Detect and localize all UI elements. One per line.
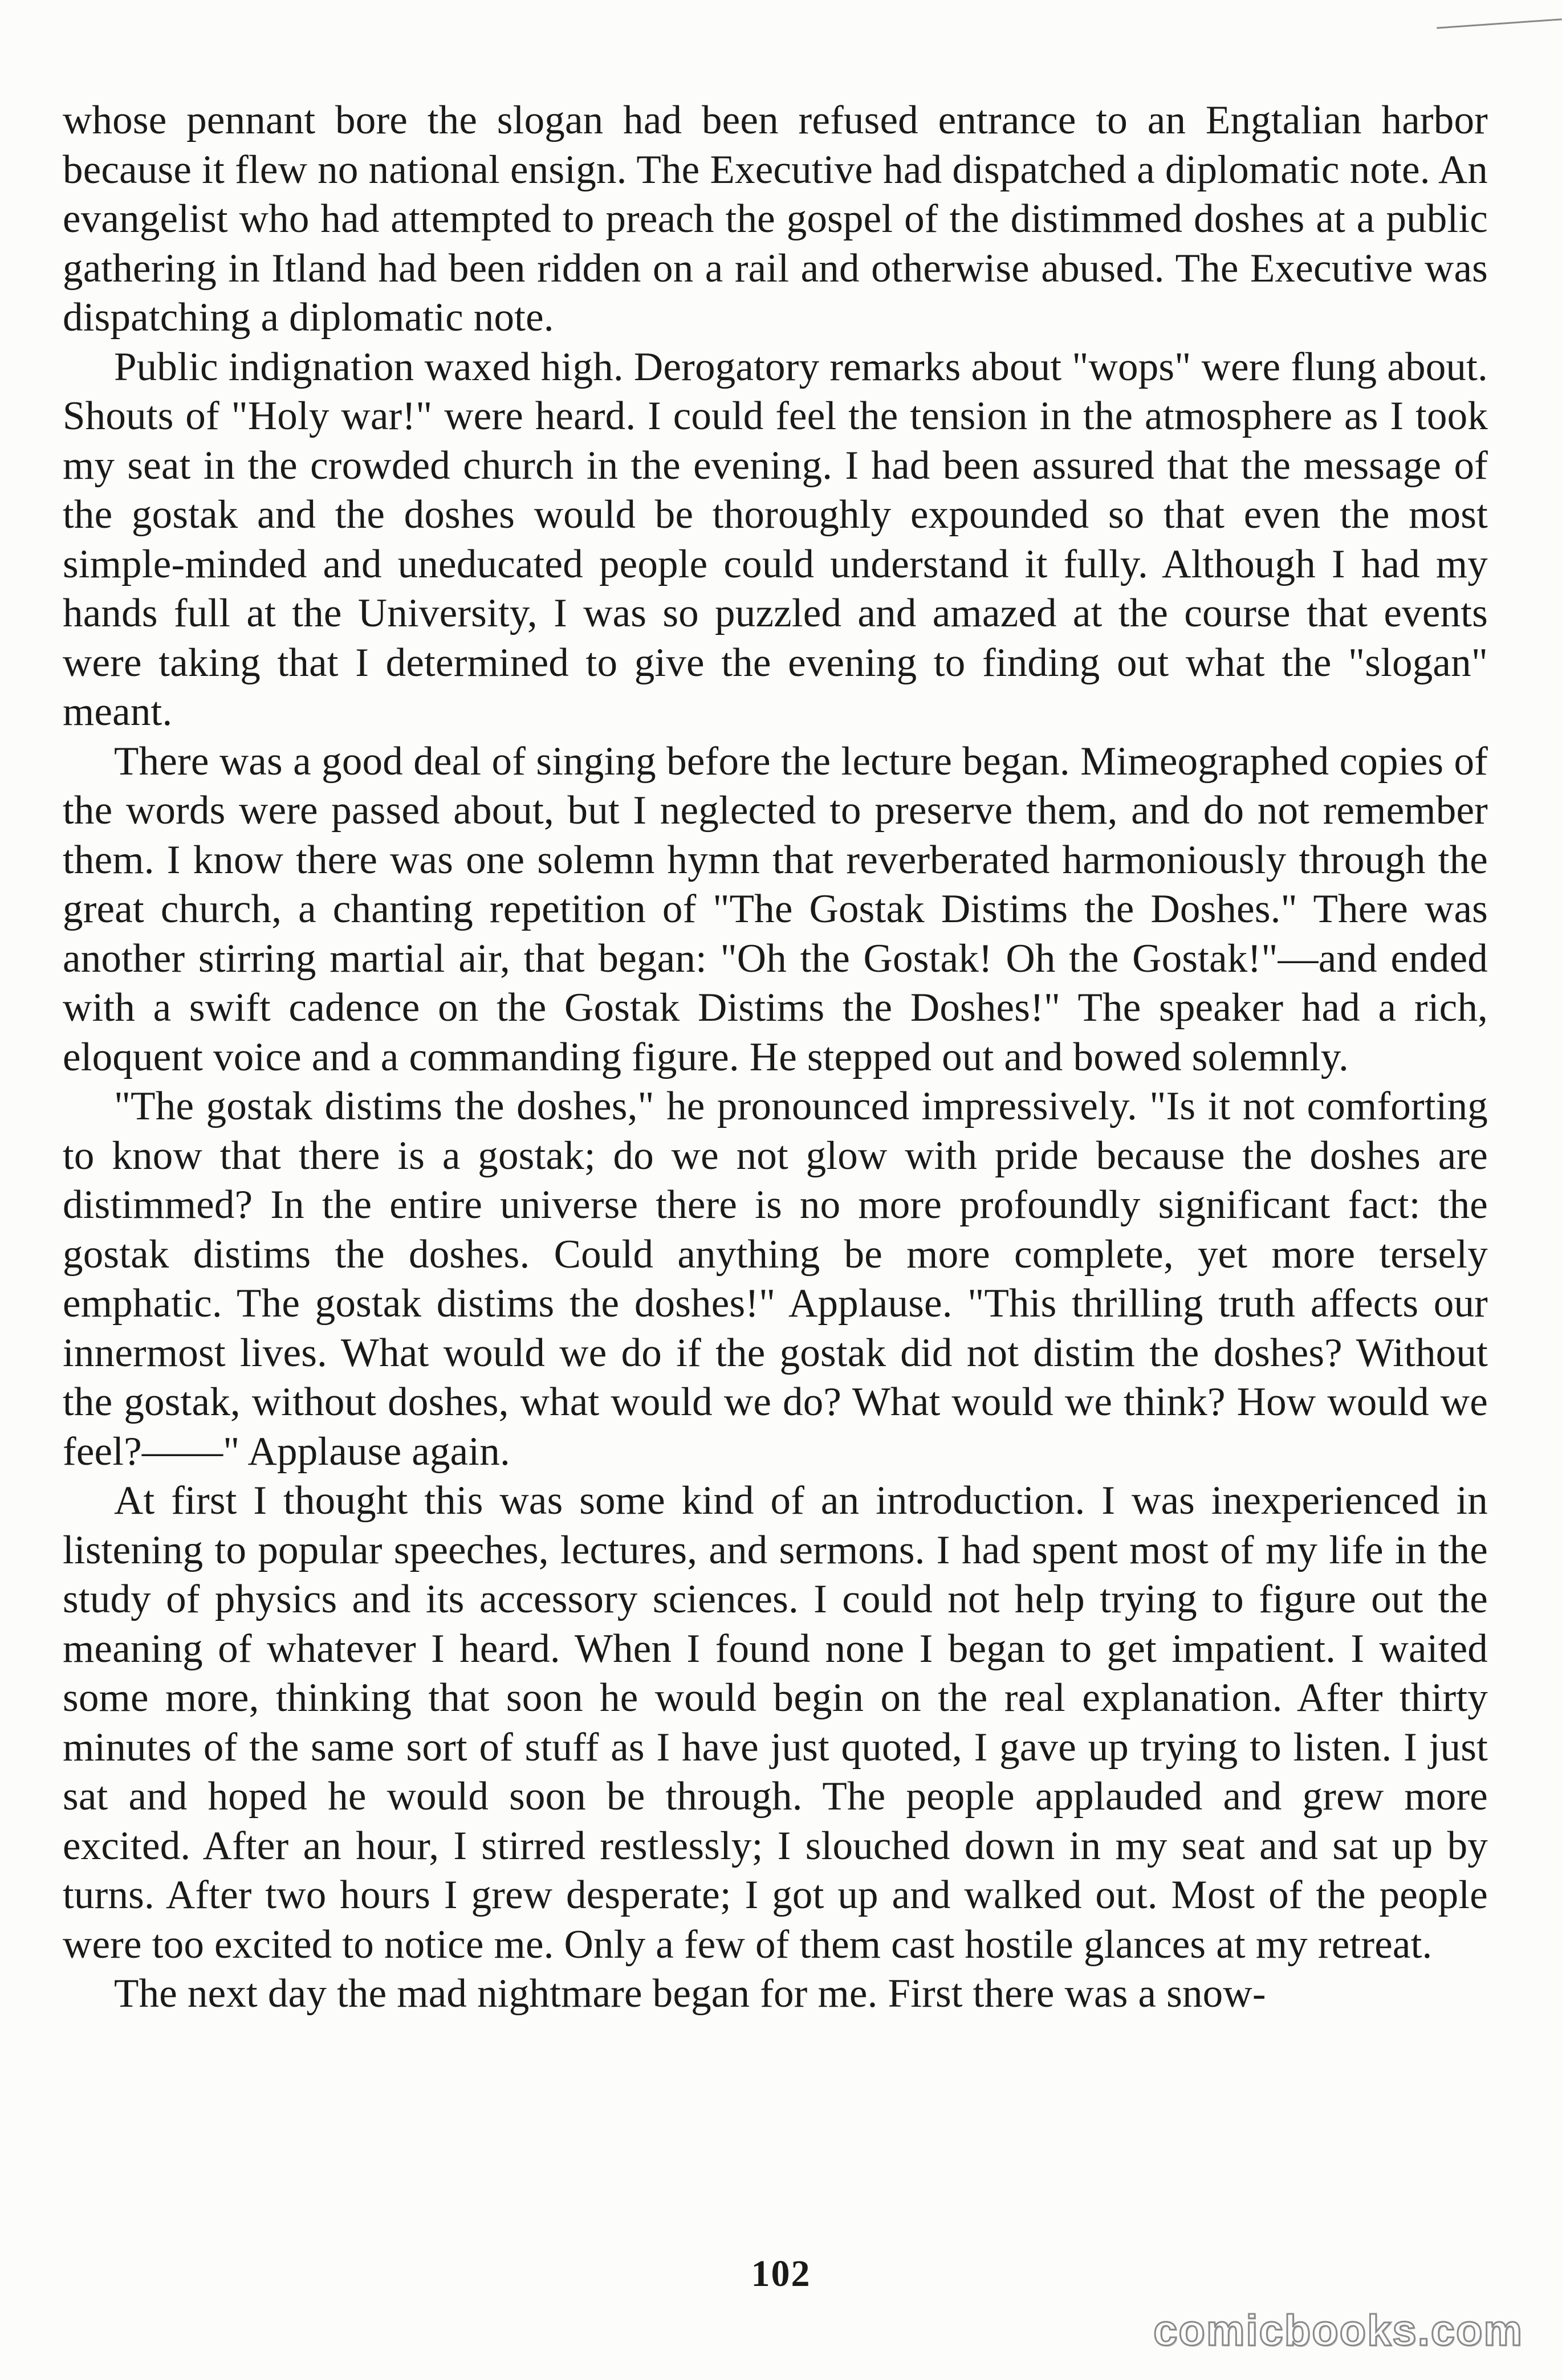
paragraph-2: Public indignation waxed high. Derogatory remarks about "wops" were flung about. Shouts of "Holy war!" were heard. I could feel the tension in the atmosphere as I took my seat in the crowded church in the evening. I had been assured that the message of the gostak and the doshes would be thoroughly expounded so that even the most simple-minded and uneducated people could understand it fully. Although I had my hands full at the University, I was so puzzled and amazed at the course that events were taking that I determined to give the evening to finding out what the "slogan" meant. bbox=[63, 344, 1488, 734]
page-number: 102 bbox=[751, 2253, 811, 2295]
paragraph-4: "The gostak distims the doshes," he pronounced impressively. "Is it not comforting to know that there is a gostak; do we not glow with pride because the doshes are distimmed? In the entire universe there is no more profoundly significant fact: the gostak distims the doshes. Could anything be more complete, yet more tersely emphatic. The gostak distims the doshes!" Applause. "This thrilling truth affects our innermost lives. What would we do if the gostak did not distim the doshes? Without the gostak, without doshes, what would we do? What would we think? How would we feel?——" Applause again. bbox=[63, 1084, 1488, 1474]
paragraph-1: whose pennant bore the slogan had been refused entrance to an Engtalian harbor because it flew no national ensign. The Executive had dispatched a diplomatic note. An evangelist who had attempted to preach the gospel of the distimmed doshes at a public gathering in Itland had been ridden on a rail and otherwise abused. The Executive was dispatching a diplomatic note. bbox=[63, 98, 1488, 340]
watermark: comicbooks.com bbox=[1153, 2306, 1523, 2355]
paragraph-5: At first I thought this was some kind of an introduction. I was inexperienced in listening to popular speeches, lectures, and sermons. I had spent most of my life in the study of physics and its accessory sciences. I could not help trying to figure out the meaning of whatever I heard. When I found none I began to get impatient. I waited some more, thinking that soon he would begin on the real explanation. After thirty minutes of the same sort of stuff as I have just quoted, I gave up trying to listen. I just sat and hoped he would soon be through. The people applauded and grew more excited. After an hour, I stirred restlessly; I slouched down in my seat and sat up by turns. After two hours I grew desperate; I got up and walked out. Most of the people were too excited to notice me. Only a few of them cast hostile glances at my retreat. bbox=[63, 1478, 1488, 1967]
scan-artifact-line bbox=[1437, 18, 1562, 28]
paragraph-6: The next day the mad nightmare began for me. First there was a snow- bbox=[114, 1971, 1266, 2016]
body-text bbox=[63, 96, 1488, 2019]
paragraph-3: There was a good deal of singing before the lecture began. Mimeographed copies of the words were passed about, but I neglected to preserve them, and do not remember them. I know there was one solemn hymn that reverberated harmoniously through the great church, a chanting repetition of "The Gostak Distims the Doshes." There was another stirring martial air, that began: "Oh the Gostak! Oh the Gostak!"—and ended with a swift cadence on the Gostak Distims the Doshes!" The speaker had a rich, eloquent voice and a commanding figure. He stepped out and bowed solemnly. bbox=[63, 739, 1488, 1079]
